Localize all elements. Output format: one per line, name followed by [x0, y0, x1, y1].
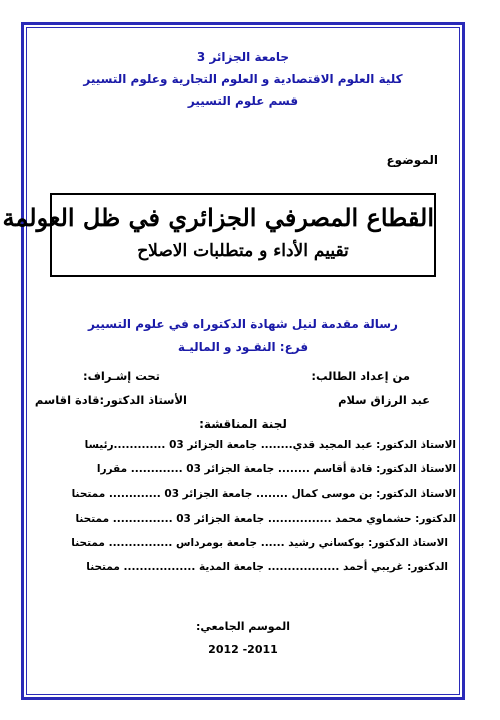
- student-name: عبد الرزاق سلام: [338, 393, 430, 407]
- page-border-inner: [2, 27, 460, 695]
- committee-member: الاستاذ الدكتور: بن موسى كمال ........ جامعة الجزائر 03 ............. ممتحنا: [71, 488, 456, 500]
- department-name: قسم علوم التسيير: [187, 94, 299, 108]
- committee-member: الدكتور: حشماوي محمد ................ جامعة الجزائر 03 ............... ممتحنا: [75, 513, 456, 525]
- committee-member: الاستاذ الدكتور: قادة أقاسم ........ جامعة الجزائر 03 ............. مقررا: [96, 463, 456, 475]
- title-box: [2, 193, 436, 277]
- academic-year-label: الموسم الجامعي:: [196, 620, 290, 633]
- academic-year-value: 2012 -2011: [208, 643, 278, 656]
- committee-member: الاستاذ الدكتور: بوكساني رشيد ...... جامعة بومرداس ................ ممتحنا: [71, 537, 448, 549]
- thesis-title: القطاع المصرفي الجزائري في ظل العولمة: [2, 203, 434, 232]
- subject-label: الموضوع: [386, 153, 438, 167]
- supervisor-name: الأستاذ الدكتور:قادة اقاسم: [34, 393, 187, 407]
- supervision-label: تحت إشـراف:: [82, 369, 160, 383]
- committee-member: الدكتور: غريبي أحمد .................. جامعة المدية .................. ممتحنا: [86, 561, 448, 573]
- university-name: جامعة الجزائر 3: [196, 50, 290, 64]
- prepared-by-label: من إعداد الطالب:: [311, 369, 410, 383]
- thesis-branch: فرع: النقـود و الماليـة: [177, 340, 309, 354]
- committee-title: لجنة المناقشة:: [199, 417, 287, 431]
- faculty-name: كلية العلوم الاقتصادية و العلوم التجارية وعلوم التسيير: [83, 72, 403, 86]
- thesis-statement: رسالة مقدمة لنيل شهادة الدكتوراه في علوم التسيير: [88, 317, 398, 331]
- committee-member: الاستاذ الدكتور: عبد المجيد قدي........ جامعة الجزائر 03 .............رئيسا: [84, 439, 456, 451]
- thesis-subtitle: تقييم الأداء و متطلبات الاصلاح: [137, 241, 349, 261]
